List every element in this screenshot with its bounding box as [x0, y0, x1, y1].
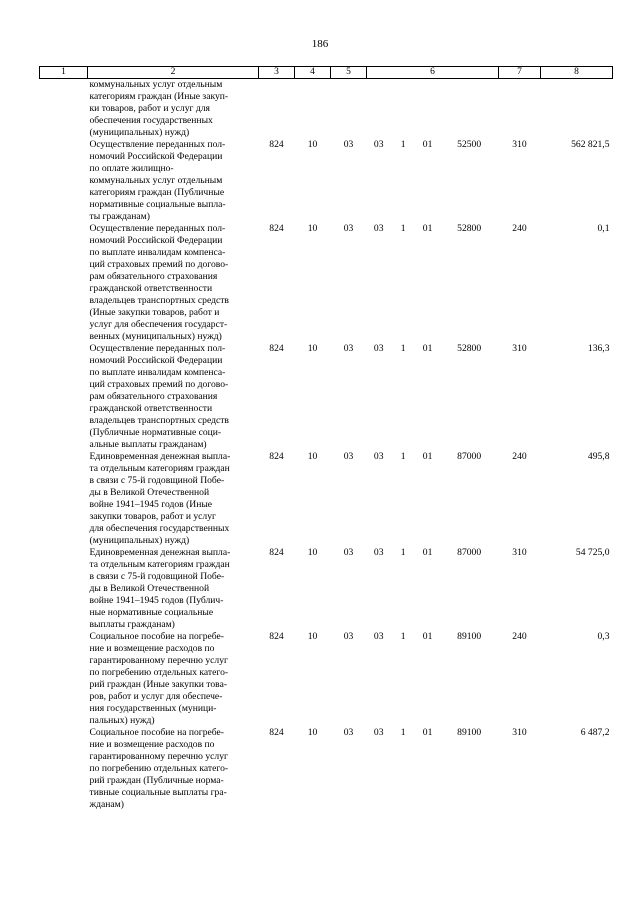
ministry-code: [259, 79, 295, 140]
header-col-4: 4: [295, 67, 331, 79]
row-description: Осуществление переданных пол- номочий Российской Федерации по выплате инвалидам компенса- ций страховых премий по догово- рам обязательного страхования гражданской ответственности владельцев транспортных средств (Иные закупки товаров, работ и услуг для обеспечения государст- венных (муниципальных) нужд): [89, 223, 229, 342]
expense-type: 310: [512, 547, 527, 558]
subsection-code: 03: [343, 223, 354, 234]
table-header: [40, 67, 613, 79]
expense-type: 240: [512, 631, 527, 642]
section-code: 10: [307, 223, 318, 234]
header-col-5: 5: [331, 67, 367, 79]
row-description: Социальное пособие на погребе- ние и возмещение расходов по гарантированному перечню услуг по погребению отдельных катего- рий граждан (Публичные норма- тивные социальные выплаты гра- жданам): [89, 727, 229, 810]
expense-type: 310: [512, 139, 527, 150]
section-code: [295, 79, 331, 140]
subsection-code: 03: [343, 727, 354, 738]
page-number: 186: [311, 38, 329, 50]
amount: 6 487,2: [580, 727, 610, 738]
expense-type: 310: [512, 343, 527, 354]
amount: 0,3: [597, 631, 610, 642]
ministry-code: 824: [269, 451, 284, 462]
row-description: Единовременная денежная выпла- та отдельным категориям граждан в связи с 75-й годовщиной Побе- ды в Великой Отечественной войне 1941–1945 годов (Иные закупки товаров, работ и услуг для обеспечения государственных (муниципальных) нужд): [89, 451, 231, 546]
amount: 562 821,5: [571, 139, 610, 150]
budget-table: [39, 66, 613, 811]
header-col-3: 3: [259, 67, 295, 79]
expense-type: 240: [512, 451, 527, 462]
row-description: Осуществление переданных пол- номочий Российской Федерации по оплате жилищно- коммунальных услуг отдельным категориям граждан (Публичные нормативные социальные выпла- ты гражданам): [89, 139, 226, 222]
target-article: 03 1 01 87000: [373, 547, 482, 558]
amount: 495,8: [587, 451, 610, 462]
target-article: 03 1 01 52800: [373, 223, 482, 234]
table-row: [40, 343, 613, 451]
section-code: 10: [307, 547, 318, 558]
subsection-code: [331, 79, 367, 140]
header-col-6: 6: [367, 67, 499, 79]
table-row: [40, 727, 613, 811]
expense-type: 310: [512, 727, 527, 738]
subsection-code: 03: [343, 547, 354, 558]
ministry-code: 824: [269, 223, 284, 234]
subsection-code: 03: [343, 343, 354, 354]
target-article: 03 1 01 87000: [373, 451, 482, 462]
target-article: 03 1 01 52500: [373, 139, 482, 150]
subsection-code: 03: [343, 631, 354, 642]
table-row: [40, 631, 613, 727]
header-col-1: 1: [40, 67, 88, 79]
table-row: [40, 223, 613, 343]
ministry-code: 824: [269, 547, 284, 558]
row-description: Социальное пособие на погребе- ние и возмещение расходов по гарантированному перечню услуг по погребению отдельных катего- рий граждан (Иные закупки това- ров, работ и услуг для обеспече- ния государственных (муници- пальных) нужд): [89, 631, 229, 726]
amount: 136,3: [587, 343, 610, 354]
section-code: 10: [307, 343, 318, 354]
section-code: 10: [307, 631, 318, 642]
row-description: Осуществление переданных пол- номочий Российской Федерации по выплате инвалидам компенса- ций страховых премий по догово- рам обязательного страхования гражданской ответственности владельцев транспортных средств (Публичные нормативные соци- альные выплаты гражданам): [89, 343, 229, 450]
row-description: Единовременная денежная выпла- та отдельным категориям граждан в связи с 75-й годовщиной Побе- ды в Великой Отечественной войне 1941–1945 годов (Публич- ные нормативные социальные выплаты гражданам): [89, 547, 231, 630]
target-article: 03 1 01 89100: [373, 727, 482, 738]
amount: [541, 79, 613, 140]
section-code: 10: [307, 139, 318, 150]
expense-type: 240: [512, 223, 527, 234]
header-col-2: 2: [88, 67, 259, 79]
header-col-7: 7: [499, 67, 541, 79]
subsection-code: 03: [343, 139, 354, 150]
subsection-code: 03: [343, 451, 354, 462]
ministry-code: 824: [269, 727, 284, 738]
table-row: [40, 547, 613, 631]
target-article: 03 1 01 52800: [373, 343, 482, 354]
target-article: 03 1 01 89100: [373, 631, 482, 642]
header-col-8: 8: [541, 67, 613, 79]
section-code: 10: [307, 727, 318, 738]
table-row: [40, 79, 613, 140]
table-body: [40, 79, 613, 812]
section-code: 10: [307, 451, 318, 462]
table-row: [40, 139, 613, 223]
table-row: [40, 451, 613, 547]
amount: 54 725,0: [575, 547, 610, 558]
ministry-code: 824: [269, 631, 284, 642]
ministry-code: 824: [269, 343, 284, 354]
expense-type: [499, 79, 541, 140]
ministry-code: 824: [269, 139, 284, 150]
row-description: коммунальных услуг отдельным категориям граждан (Иные закуп- ки товаров, работ и услуг для обеспечения государственных (муниципальных) нужд): [89, 79, 229, 138]
amount: 0,1: [597, 223, 610, 234]
